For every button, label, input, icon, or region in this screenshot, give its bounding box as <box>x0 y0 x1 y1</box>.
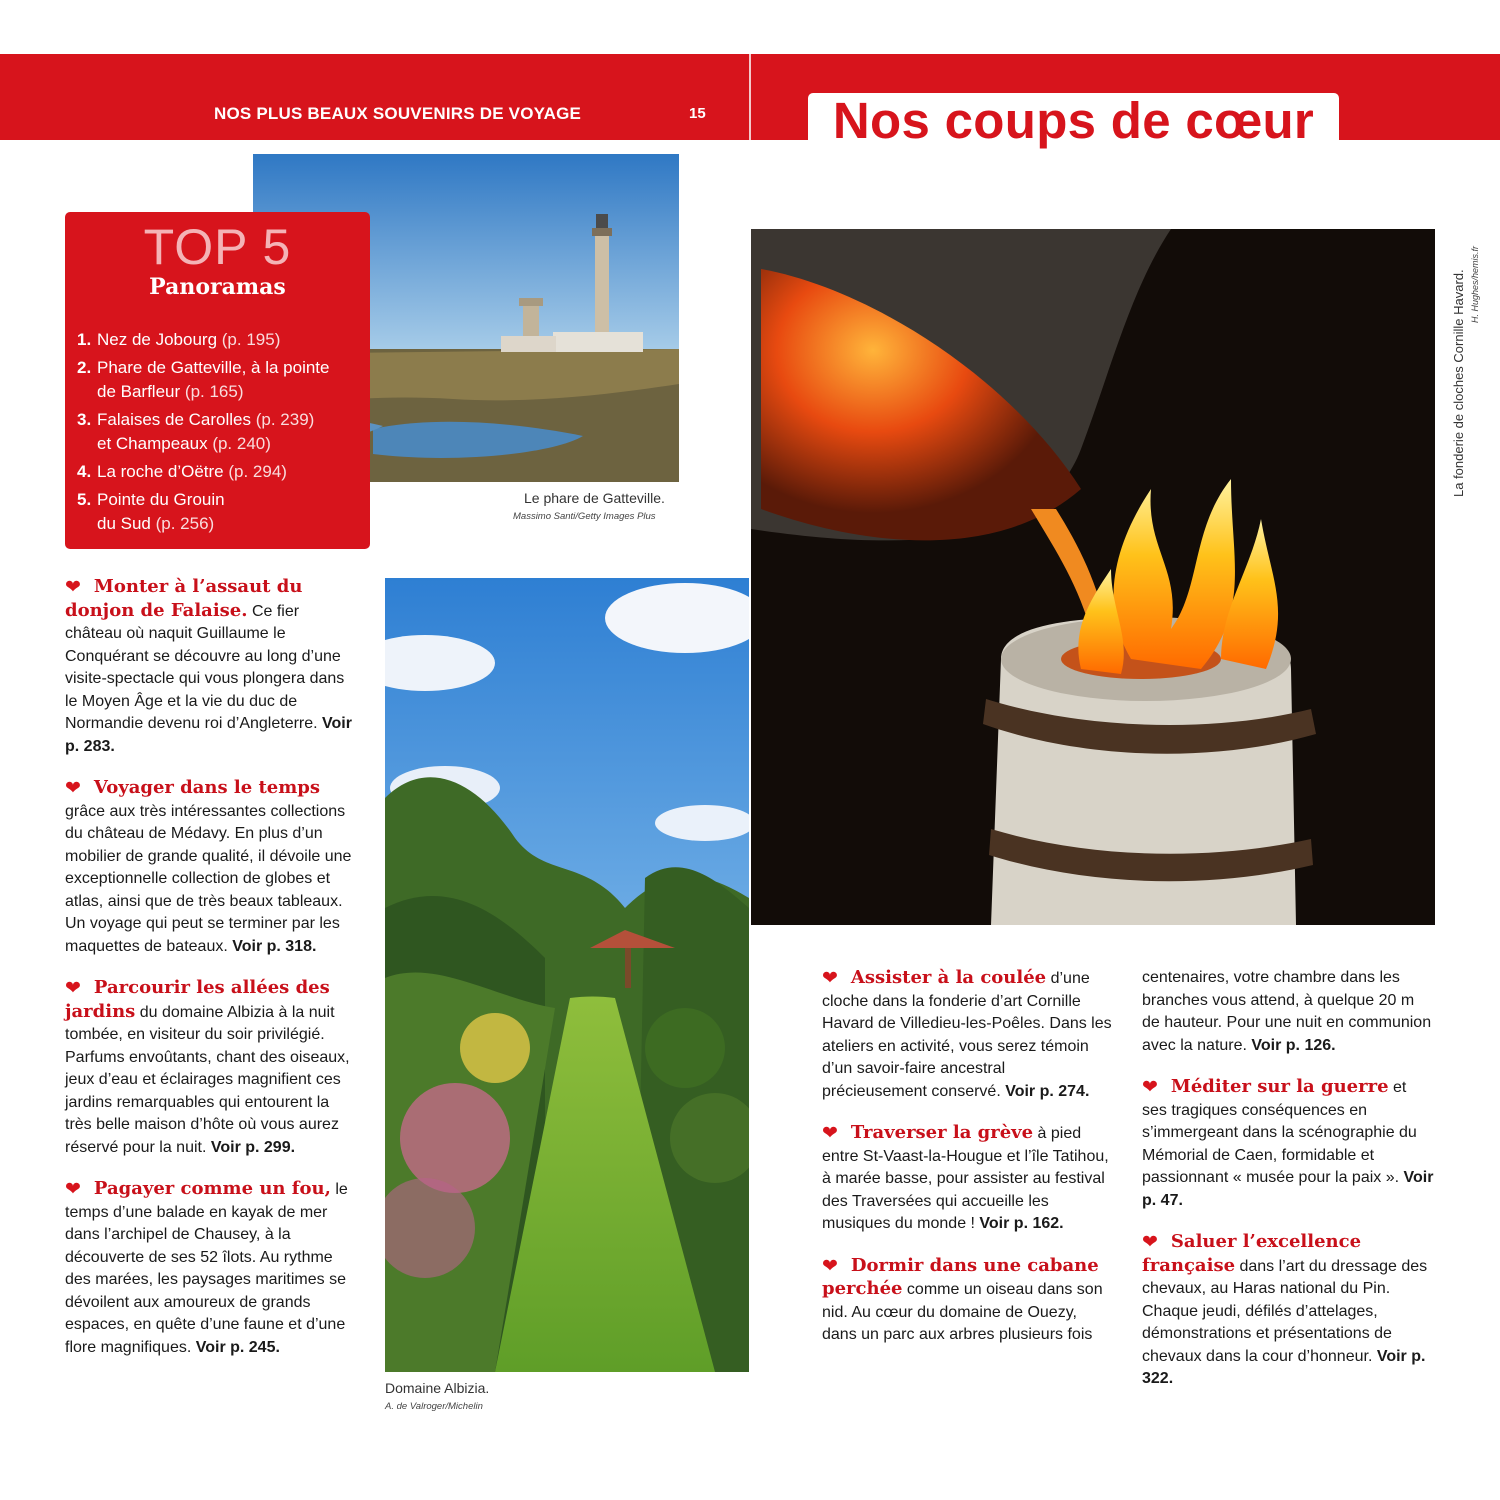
entry-highlight: Saluer l’excellence française <box>1142 1231 1362 1276</box>
top5-item-number: 4. <box>77 462 92 481</box>
top5-item-name: du Sud <box>97 514 151 533</box>
entry-text <box>65 1178 357 1359</box>
coup-de-coeur-entry <box>822 1255 1112 1347</box>
entry-highlight: Pagayer comme un fou, <box>93 1178 331 1199</box>
top5-item-line <box>97 380 329 404</box>
page-number: 15 <box>689 105 706 122</box>
heart-icon: ❤ <box>65 778 81 799</box>
entry-page-ref: Voir p. 245. <box>195 1338 280 1356</box>
top5-item-text <box>97 460 287 484</box>
top5-item-page: (p. 294) <box>228 462 287 481</box>
entry-page-ref: Voir p. 299. <box>210 1138 296 1156</box>
top5-item-page: (p. 195) <box>221 330 281 349</box>
entry-body: le temps d’une balade en kayak de mer dans l’archipel de Chausey, à la découverte de ses 52 îlots. Au rythme des marées, les paysages maritimes se dévoilent aux amoureux de grands espaces, en quête d’une faune et d’une flore magnifiques. <box>65 1181 348 1356</box>
entry-body: à pied entre St-Vaast-la-Hougue et l’île Tatihou, à marée basse, pour assister au festival des Traversées qui accueille les musiques du monde ! <box>822 1125 1109 1232</box>
top5-item-page: (p. 239) <box>255 410 315 429</box>
coup-de-coeur-entry <box>1142 1231 1434 1391</box>
entry-text <box>822 1122 1112 1236</box>
entry-page-ref: Voir p. 47. <box>1142 1169 1434 1209</box>
top5-item-text <box>97 356 329 404</box>
entry-page-ref: Voir p. 318. <box>232 937 317 955</box>
top5-item-page: (p. 240) <box>212 434 271 453</box>
heart-icon: ❤ <box>65 577 81 598</box>
entry-body: Ce fier château où naquit Guillaume le Conquérant se découvre au long d’une visite-spectacle qui vous plongera dans le Moyen Âge et la vie du duc de Normandie devenu roi d’Angleterre. <box>65 602 345 732</box>
top5-item-name: Falaises de Carolles <box>97 410 252 429</box>
top5-list <box>77 328 367 540</box>
entry-text <box>65 576 357 758</box>
top5-item-line <box>97 432 314 456</box>
top5-item-page: (p. 165) <box>184 382 244 401</box>
top5-item-page: (p. 256) <box>155 514 215 533</box>
heart-icon: ❤ <box>822 968 838 989</box>
top5-item-name: La roche d’Oëtre <box>97 462 224 481</box>
top5-item-line <box>97 512 225 536</box>
entry-text <box>65 977 357 1159</box>
heart-icon: ❤ <box>65 978 81 999</box>
coup-de-coeur-entry <box>65 777 357 958</box>
entry-text <box>65 777 357 958</box>
entry-highlight: Assister à la coulée <box>850 967 1047 988</box>
top5-item-number: 2. <box>77 358 92 377</box>
entry-page-ref: Voir p. 126. <box>1251 1036 1336 1054</box>
entry-highlight: Monter à l’assaut du donjon de Falaise. <box>65 576 303 621</box>
entry-text <box>822 1255 1112 1347</box>
heart-icon: ❤ <box>1142 1232 1158 1253</box>
entry-body: comme un oiseau dans son nid. Au cœur du domaine de Ouezy, dans un parc aux arbres plusieurs fois <box>822 1281 1103 1343</box>
heart-icon: ❤ <box>65 1179 81 1200</box>
column-middle <box>822 967 1112 1366</box>
coup-de-coeur-entry <box>822 967 1112 1103</box>
top5-panoramas-box <box>65 212 370 549</box>
garden-credit: A. de Valroger/Michelin <box>385 1401 483 1412</box>
coup-de-coeur-entry <box>1142 967 1434 1057</box>
top5-item-number: 3. <box>77 410 92 429</box>
coup-de-coeur-entry <box>65 977 357 1159</box>
top5-item-text <box>97 488 225 536</box>
entry-body: centenaires, votre chambre dans les branches vous attend, à quelque 20 m de hauteur. Pour une nuit en communion avec la nature. <box>1142 969 1432 1054</box>
entry-body: grâce aux très intéressantes collections du château de Médavy. En plus d’un mobilier de grande qualité, il dévoile une exceptionnelle collection de globes et atlas, ainsi que de très beaux tableaux. Un voyage qui peut se terminer par les maquettes de bateaux. <box>65 802 352 955</box>
entry-page-ref: Voir p. 283. <box>65 715 352 755</box>
top5-item <box>77 488 367 536</box>
top5-item-line <box>97 460 287 484</box>
entry-body: et ses tragiques conséquences en s’immergeant dans la scénographie du Mémorial de Caen, formidable et passionnant « musée pour la paix ». <box>1142 1079 1417 1186</box>
top5-item-name: de Barfleur <box>97 382 181 401</box>
coup-de-coeur-entry <box>65 576 357 758</box>
entry-body: du domaine Albizia à la nuit tombée, en visiteur du soir privilégié. Parfums envoûtants, chant des oiseaux, jeux d’eau et éclairages magnifient ces jardins remarquables qui entourent la très belle maison d’hôte où vous aurez réservé pour la nuit. <box>65 1003 350 1156</box>
entry-highlight: Méditer sur la guerre <box>1170 1076 1389 1097</box>
top5-item <box>77 356 367 404</box>
coup-de-coeur-entry <box>65 1178 357 1359</box>
top5-item-line <box>97 488 225 512</box>
entry-highlight: Dormir dans une cabane perchée <box>822 1254 1099 1299</box>
heart-icon: ❤ <box>822 1255 838 1277</box>
top5-item-text <box>97 408 314 456</box>
entry-body: d’une cloche dans la fonderie d’art Cornille Havard de Villedieu-les-Poêles. Dans les ateliers en activité, vous serez témoin d’un savoir-faire ancestral précieusement conservé. <box>822 970 1112 1100</box>
top5-item-text <box>97 328 280 352</box>
heart-icon: ❤ <box>822 1123 838 1144</box>
top5-item-number: 1. <box>77 330 92 349</box>
running-head: NOS PLUS BEAUX SOUVENIRS DE VOYAGE <box>214 104 582 123</box>
page-title: Nos coups de cœur <box>832 92 1315 149</box>
top5-item-line <box>97 328 280 352</box>
entry-highlight: Parcourir les allées des jardins <box>65 977 330 1022</box>
entry-page-ref: Voir p. 162. <box>979 1215 1064 1232</box>
foundry-photo <box>751 229 1435 925</box>
top5-item-name: Nez de Jobourg <box>97 330 218 349</box>
title-tab <box>808 93 1339 148</box>
lighthouse-caption: Le phare de Gatteville. <box>524 490 665 506</box>
top5-item <box>77 408 367 456</box>
entry-page-ref: Voir p. 274. <box>1005 1082 1090 1100</box>
entry-page-ref: Voir p. 322. <box>1142 1347 1426 1387</box>
top5-item <box>77 328 367 352</box>
entry-text <box>1142 967 1434 1057</box>
top5-item-line <box>97 408 314 432</box>
entry-text <box>1142 1076 1434 1212</box>
top5-label: TOP 5 <box>143 219 292 275</box>
column-right <box>1142 967 1434 1410</box>
top5-item-line <box>97 356 329 380</box>
entry-highlight: Traverser la grève <box>850 1122 1034 1143</box>
top5-item-name: Phare de Gatteville, à la pointe <box>97 358 330 377</box>
coup-de-coeur-entry <box>822 1122 1112 1236</box>
top5-item-name: Pointe du Grouin <box>97 490 225 509</box>
entry-text <box>822 967 1112 1103</box>
entry-body: dans l’art du dressage des chevaux, au Haras national du Pin. Chaque jeudi, défilés d’attelages, démonstrations et présentations de chevaux dans la cour d’honneur. <box>1142 1257 1428 1365</box>
foundry-caption: La fonderie de cloches Cornille Havard. <box>1451 269 1466 497</box>
garden-caption: Domaine Albizia. <box>385 1380 490 1396</box>
top5-item-number: 5. <box>77 490 92 509</box>
entry-text <box>1142 1231 1434 1391</box>
foundry-credit: H. Hughes/hemis.fr <box>1470 245 1480 323</box>
garden-photo <box>385 578 749 1372</box>
page-gutter <box>749 54 751 140</box>
heart-icon: ❤ <box>1142 1077 1158 1098</box>
top5-item <box>77 460 367 484</box>
column-left <box>65 576 357 1378</box>
coup-de-coeur-entry <box>1142 1076 1434 1212</box>
top5-item-name: et Champeaux <box>97 434 208 453</box>
top5-subtitle: Panoramas <box>149 274 286 300</box>
lighthouse-credit: Massimo Santi/Getty Images Plus <box>513 511 656 522</box>
entry-highlight: Voyager dans le temps <box>93 777 320 798</box>
